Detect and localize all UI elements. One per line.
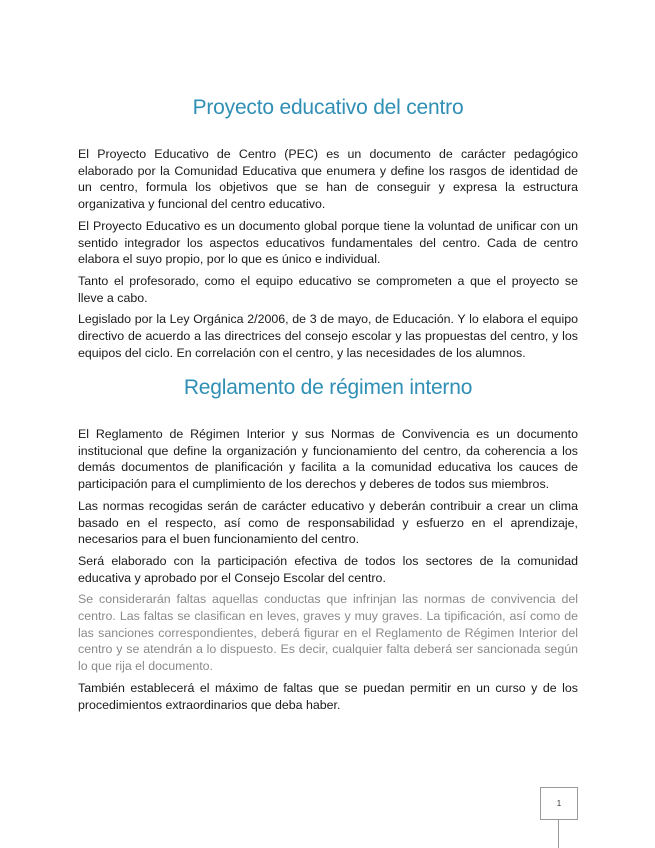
paragraph: Tanto el profesorado, como el equipo educativo se comprometen a que el proyecto se lleve a cabo. [78,273,578,305]
paragraph: El Proyecto Educativo es un documento global porque tiene la voluntad de unificar con un sentido integrador los aspectos educativos fundamentales del centro. Cada de centro elabora el suyo propio, por lo que es único e individual. [78,218,578,267]
section-title-proyecto-educativo: Proyecto educativo del centro [192,96,464,119]
page-number: 1 [540,787,578,820]
paragraph: También establecerá el máximo de faltas que se puedan permitir en un curso y de los procedimientos extraordinarios que deba haber. [78,680,578,712]
page-number-divider [558,820,559,848]
paragraph-grey: Se considerarán faltas aquellas conductas que infrinjan las normas de convivencia del centro. Las faltas se clasifican en leves, graves y muy graves. La tipificación, así como de las sanciones correspondientes, deberá figurar en el Reglamento de Régimen Interior del centro y se atendrán a lo dispuesto. Es decir, cualquier falta deberá ser sancionada según lo que rija el documento. [78,592,578,674]
section-body-reglamento [78,426,578,718]
paragraph: El Proyecto Educativo de Centro (PEC) es un documento de carácter pedagógico elaborado por la Comunidad Educativa que enumera y define los rasgos de identidad de un centro, formula los objetivos que se han de conseguir y expresa la estructura organizativa y funcional del centro educativo. [78,147,578,212]
paragraph: Será elaborado con la participación efectiva de todos los sectores de la comunidad educativa y aprobado por el Consejo Escolar del centro. [78,553,578,585]
section-body-proyecto-educativo [78,146,578,366]
paragraph: El Reglamento de Régimen Interior y sus Normas de Convivencia es un documento institucional que define la organización y funcionamiento del centro, da coherencia a los demás documentos de planificación y facilita a la comunidad educativa los cauces de participación para el cumplimiento de los derechos y deberes de todos sus miembros. [78,427,578,492]
paragraph: Las normas recogidas serán de carácter educativo y deberán contribuir a crear un clima basado en el respecto, así como de responsabilidad y esfuerzo en el aprendizaje, necesarios para el buen funcionamiento del centro. [78,498,578,547]
section-title-reglamento: Reglamento de régimen interno [183,376,473,399]
paragraph: Legislado por la Ley Orgánica 2/2006, de 3 de mayo, de Educación. Y lo elabora el equipo directivo de acuerdo a las directrices del consejo escolar y las propuestas del centro, y los equipos del ciclo. En correlación con el centro, y las necesidades de los alumnos. [78,312,578,360]
